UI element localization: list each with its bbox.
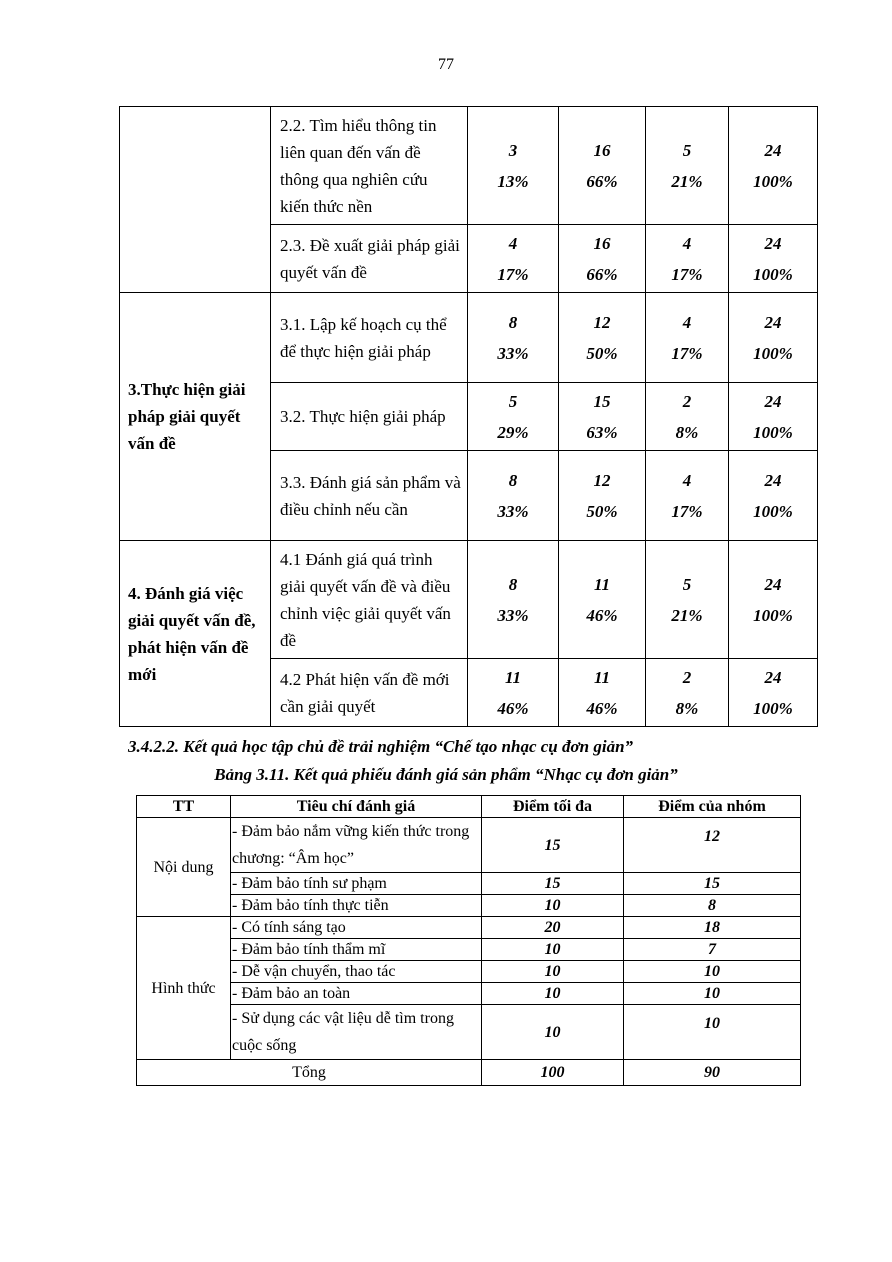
max-score-cell: 10 — [482, 939, 624, 961]
group-score-cell: 10 — [624, 1005, 801, 1060]
criterion-cell: 4.2 Phát hiện vấn đề mới cần giải quyết — [271, 659, 468, 727]
criterion-cell: - Sử dụng các vật liệu dễ tìm trong cuộc sống — [231, 1005, 482, 1060]
column-header: Điểm tối đa — [482, 796, 624, 818]
criterion-cell: 4.1 Đánh giá quá trình giải quyết vấn đề và điều chỉnh việc giải quyết vấn đề — [271, 541, 468, 659]
max-score-cell: 20 — [482, 917, 624, 939]
group-score-cell: 15 — [624, 873, 801, 895]
evaluation-table-continued — [119, 106, 818, 727]
group-score-cell: 7 — [624, 939, 801, 961]
total-max-score: 100 — [482, 1060, 624, 1086]
category-cell: Nội dung — [137, 818, 231, 917]
group-cell: 3.Thực hiện giải pháp giải quyết vấn đề — [120, 293, 271, 541]
max-score-cell: 15 — [482, 873, 624, 895]
table-row — [137, 818, 801, 873]
value-cell: 2 8% — [646, 383, 729, 451]
criterion-cell: 2.2. Tìm hiểu thông tin liên quan đến vấn đề thông qua nghiên cứu kiến thức nền — [271, 107, 468, 225]
table-row — [120, 541, 818, 659]
criterion-cell: - Đảm bảo an toàn — [231, 983, 482, 1005]
value-cell: 24 100% — [729, 107, 818, 225]
max-score-cell: 15 — [482, 818, 624, 873]
value-cell: 24 100% — [729, 659, 818, 727]
criterion-cell: - Đảm bảo tính sư phạm — [231, 873, 482, 895]
criterion-cell: - Đảm bảo nắm vững kiến thức trong chương: “Âm học” — [231, 818, 482, 873]
table-row — [137, 1005, 801, 1060]
criterion-cell: 3.3. Đánh giá sản phẩm và điều chỉnh nếu cần — [271, 451, 468, 541]
table-row — [120, 107, 818, 225]
group-score-cell: 12 — [624, 818, 801, 873]
value-cell: 11 46% — [468, 659, 559, 727]
table-row — [137, 939, 801, 961]
value-cell: 8 33% — [468, 293, 559, 383]
max-score-cell: 10 — [482, 961, 624, 983]
criterion-cell: - Dễ vận chuyển, thao tác — [231, 961, 482, 983]
value-cell: 24 100% — [729, 451, 818, 541]
page-number: 77 — [438, 56, 454, 73]
column-header: TT — [137, 796, 231, 818]
value-cell: 4 17% — [468, 225, 559, 293]
table-row — [137, 873, 801, 895]
criterion-cell: - Đảm bảo tính thực tiễn — [231, 895, 482, 917]
value-cell: 15 63% — [559, 383, 646, 451]
table-caption: Bảng 3.11. Kết quả phiếu đánh giá sản phẩm “Nhạc cụ đơn giản” — [214, 765, 678, 784]
table-row — [137, 917, 801, 939]
criterion-cell: 2.3. Đề xuất giải pháp giải quyết vấn đề — [271, 225, 468, 293]
category-cell: Hình thức — [137, 917, 231, 1060]
max-score-cell: 10 — [482, 1005, 624, 1060]
criterion-cell: 3.2. Thực hiện giải pháp — [271, 383, 468, 451]
value-cell: 5 21% — [646, 541, 729, 659]
table-row — [120, 293, 818, 383]
value-cell: 4 17% — [646, 293, 729, 383]
group-score-cell: 10 — [624, 961, 801, 983]
value-cell: 5 29% — [468, 383, 559, 451]
max-score-cell: 10 — [482, 895, 624, 917]
value-cell: 12 50% — [559, 293, 646, 383]
value-cell: 24 100% — [729, 225, 818, 293]
table-row — [137, 961, 801, 983]
column-header: Tiêu chí đánh giá — [231, 796, 482, 818]
value-cell: 11 46% — [559, 541, 646, 659]
column-header: Điểm của nhóm — [624, 796, 801, 818]
value-cell: 3 13% — [468, 107, 559, 225]
value-cell: 12 50% — [559, 451, 646, 541]
group-score-cell: 10 — [624, 983, 801, 1005]
value-cell: 24 100% — [729, 541, 818, 659]
value-cell: 24 100% — [729, 293, 818, 383]
value-cell: 4 17% — [646, 451, 729, 541]
criterion-cell: 3.1. Lập kế hoạch cụ thể để thực hiện giải pháp — [271, 293, 468, 383]
total-row — [137, 1060, 801, 1086]
value-cell: 8 33% — [468, 451, 559, 541]
value-cell: 16 66% — [559, 225, 646, 293]
value-cell: 5 21% — [646, 107, 729, 225]
value-cell: 16 66% — [559, 107, 646, 225]
table-row — [137, 983, 801, 1005]
value-cell: 8 33% — [468, 541, 559, 659]
value-cell: 2 8% — [646, 659, 729, 727]
table-row — [137, 895, 801, 917]
value-cell: 11 46% — [559, 659, 646, 727]
group-cell: 4. Đánh giá việc giải quyết vấn đề, phát hiện vấn đề mới — [120, 541, 271, 727]
criterion-cell: - Có tính sáng tạo — [231, 917, 482, 939]
product-evaluation-table — [136, 795, 801, 1086]
total-group-score: 90 — [624, 1060, 801, 1086]
value-cell: 4 17% — [646, 225, 729, 293]
group-score-cell: 8 — [624, 895, 801, 917]
table-header-row — [137, 796, 801, 818]
group-cell — [120, 107, 271, 293]
section-heading: 3.4.2.2. Kết quả học tập chủ đề trải nghiệm “Chế tạo nhạc cụ đơn giản” — [128, 737, 634, 756]
value-cell: 24 100% — [729, 383, 818, 451]
total-label: Tổng — [137, 1060, 482, 1086]
criterion-cell: - Đảm bảo tính thẩm mĩ — [231, 939, 482, 961]
max-score-cell: 10 — [482, 983, 624, 1005]
group-score-cell: 18 — [624, 917, 801, 939]
